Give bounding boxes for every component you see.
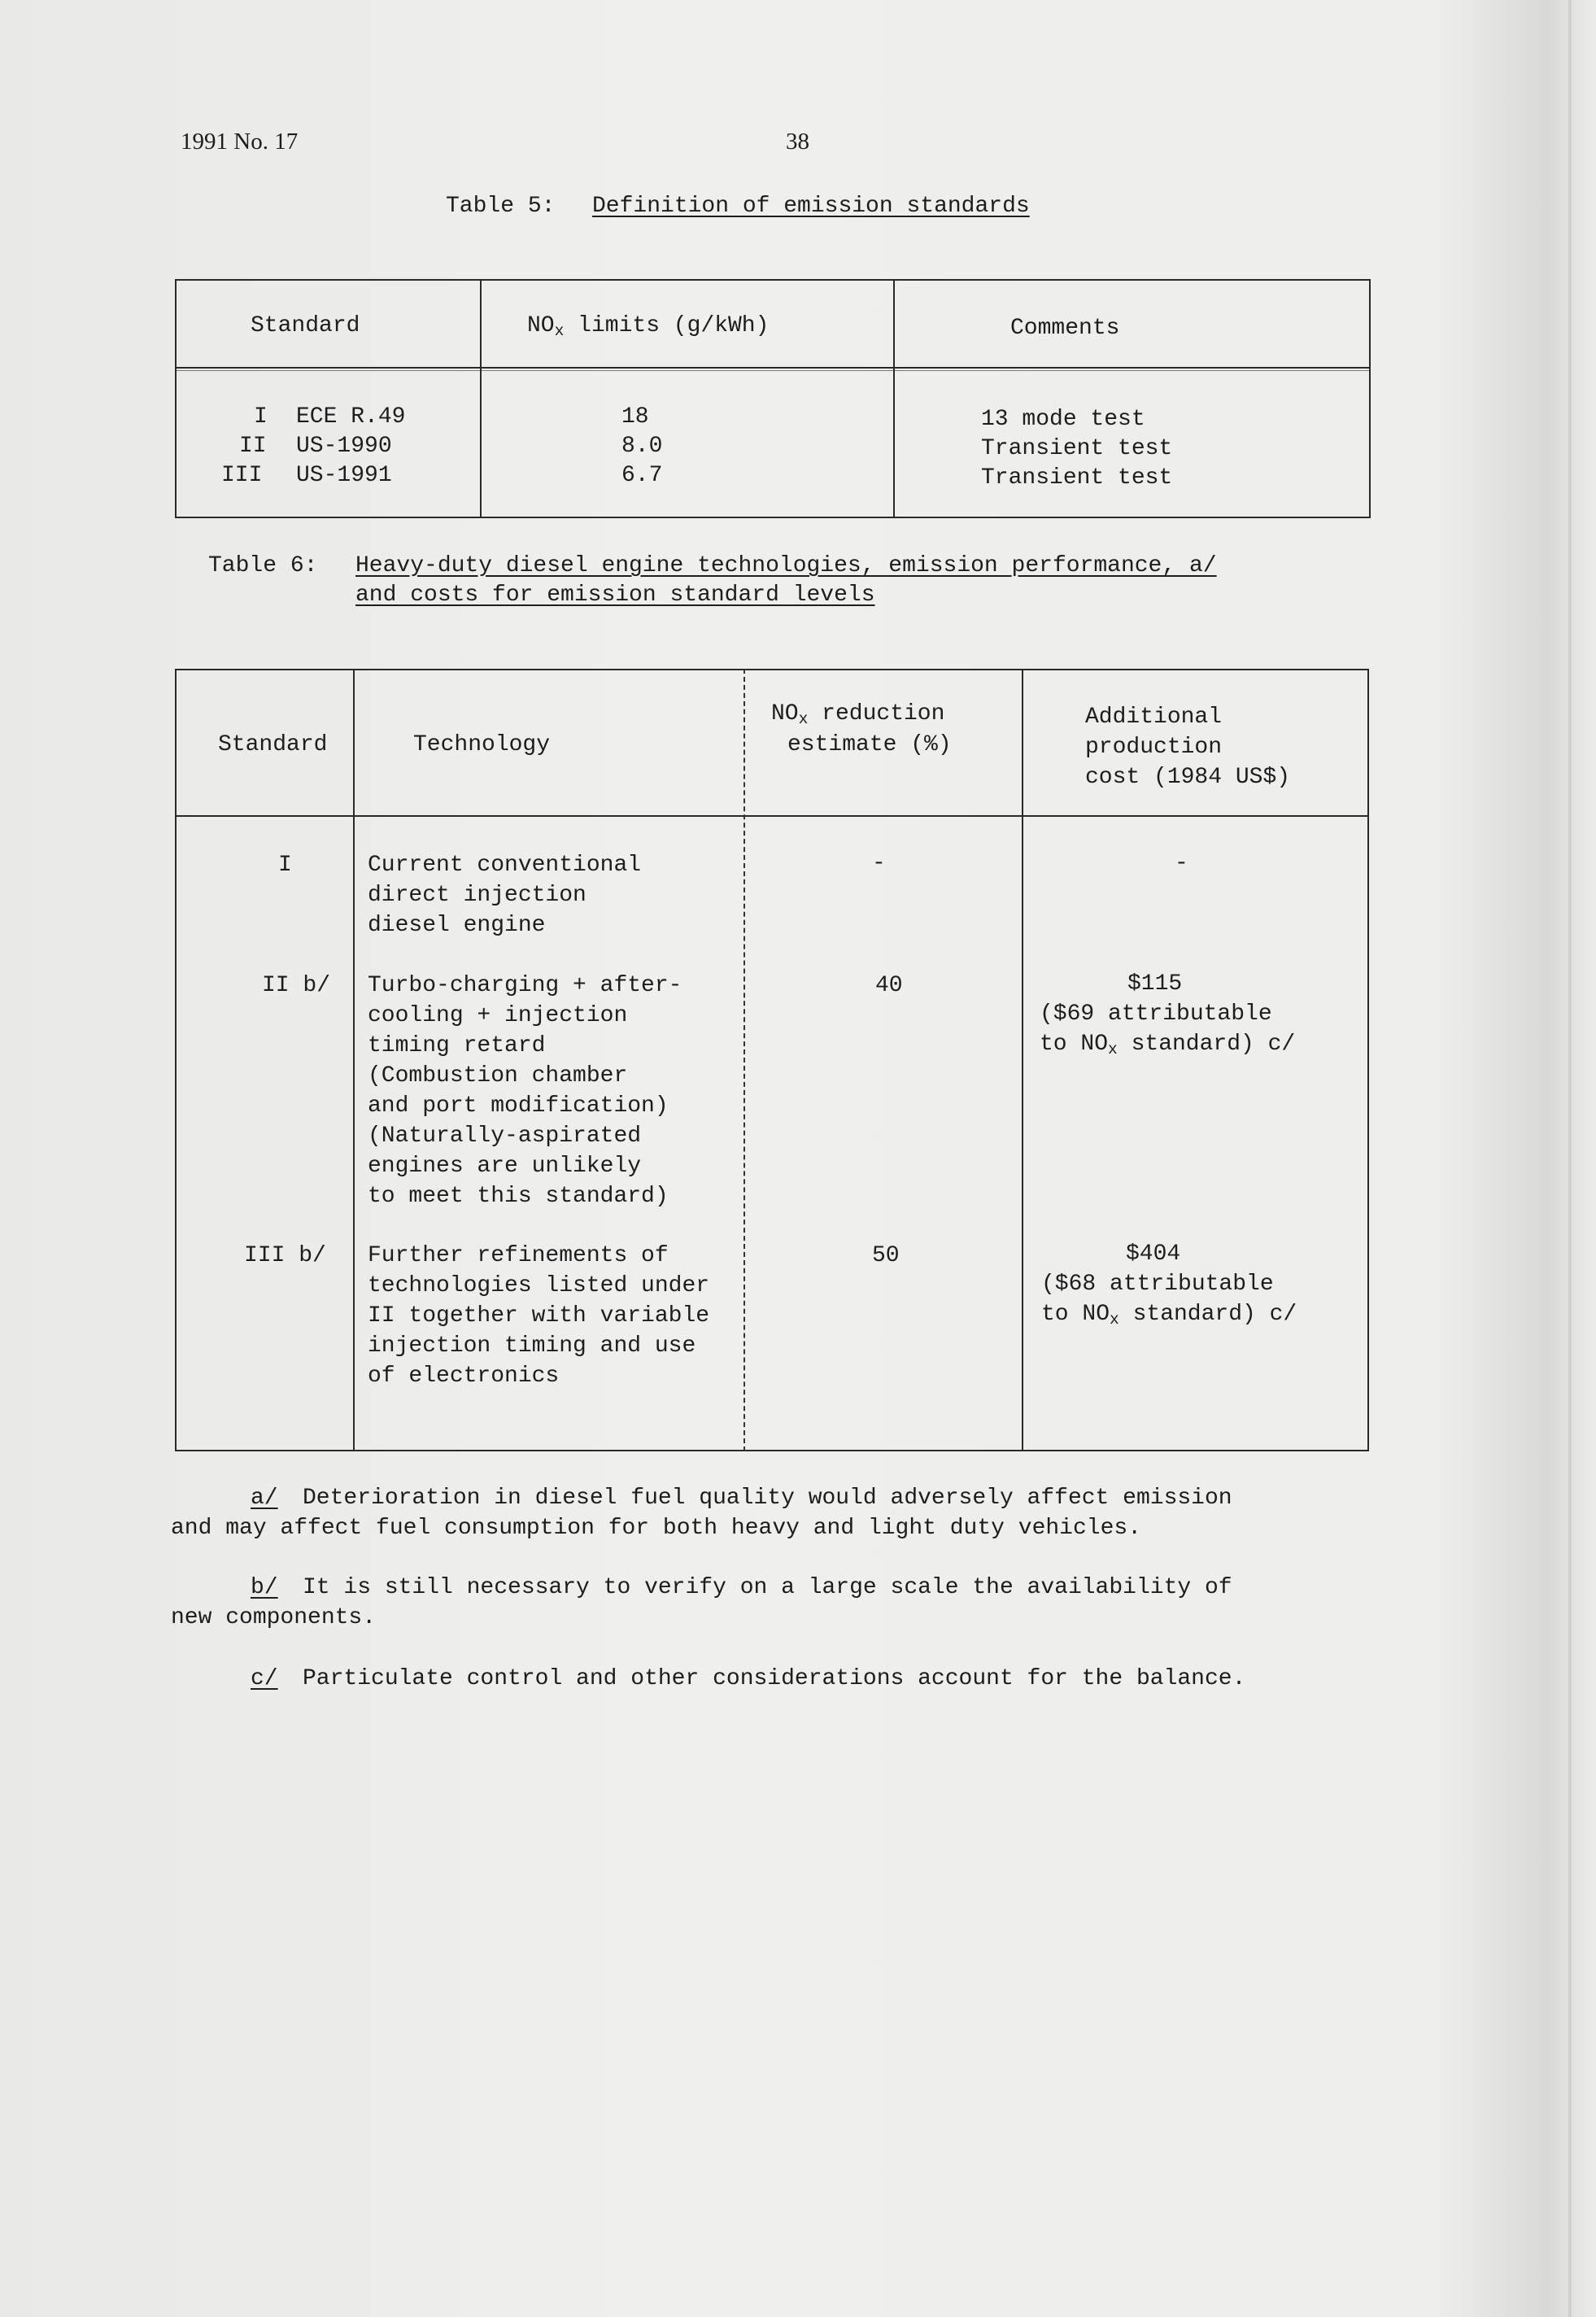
table5-caption-title: Definition of emission standards: [592, 194, 1030, 219]
table6-header-standard: Standard: [218, 732, 328, 757]
table6-row-technology-line: (Naturally-aspirated: [368, 1124, 642, 1149]
table6-row-cost: $115: [1127, 971, 1183, 997]
footnote-text: and may affect fuel consumption for both heavy and light duty vehicles.: [171, 1516, 1141, 1541]
table6-row-standard: III b/: [244, 1243, 326, 1268]
table6-caption-line1: Heavy-duty diesel engine technologies, emission performance, a/: [355, 553, 1217, 578]
table6-row-reduction: -: [872, 851, 886, 876]
table5-standard-code: US-1991: [296, 463, 392, 488]
table6-row-standard: II b/: [262, 973, 331, 998]
table6-header-nox-estimate: estimate (%): [787, 732, 952, 757]
table5-standard-number: III: [221, 463, 263, 488]
table6-row-technology-line: Current conventional: [368, 853, 642, 878]
table6-row-technology-line: Turbo-charging + after-: [368, 973, 682, 998]
footnote-text: new components.: [171, 1605, 377, 1630]
table6-row-technology-line: (Combustion chamber: [368, 1063, 628, 1089]
table6-row-technology-line: timing retard: [368, 1033, 546, 1058]
table5-comment: Transient test: [981, 465, 1173, 491]
table5-comment: Transient test: [981, 436, 1173, 461]
table6-row-technology-line: and port modification): [368, 1093, 669, 1119]
table5-standard-number: I: [254, 404, 268, 430]
table6-row-technology-line: direct injection: [368, 883, 587, 908]
table5-nox-limit: 8.0: [621, 434, 663, 459]
table5-header-comments: Comments: [1010, 316, 1120, 341]
table5-header-standard: Standard: [251, 313, 360, 338]
table6-header-cost-line3: cost (1984 US$): [1085, 765, 1291, 790]
footnote-marker: a/: [251, 1486, 278, 1511]
table6-row-reduction: 50: [872, 1243, 900, 1268]
table6-row-cost: $404: [1126, 1241, 1181, 1267]
table5-nox-limit: 6.7: [621, 463, 663, 488]
table6-header-cost-line1: Additional: [1085, 705, 1223, 730]
table6-row-technology-line: II together with variable: [368, 1303, 710, 1329]
table6-row-technology-line: injection timing and use: [368, 1333, 696, 1359]
table6-caption-label: Table 6:: [208, 553, 318, 578]
table6-header-technology: Technology: [413, 732, 551, 757]
table5-nox-limit: 18: [621, 404, 649, 430]
table6-row-technology-line: engines are unlikely: [368, 1154, 642, 1179]
table6-row-cost-note: to $NO_x$ standard) c/: [1041, 1302, 1297, 1329]
page-edge-shadow: [1568, 0, 1572, 2317]
table6-row-technology-line: cooling + injection: [368, 1003, 628, 1028]
table5-standard-code: US-1990: [296, 434, 392, 459]
table6-row-technology-line: technologies listed under: [368, 1273, 710, 1298]
table5-standard-number: II: [239, 434, 267, 459]
table6-row-technology-line: diesel engine: [368, 913, 546, 938]
table6-row-technology-line: of electronics: [368, 1364, 560, 1389]
footnote-text: Deterioration in diesel fuel quality would adversely affect emission: [303, 1486, 1232, 1511]
footnote-text: Particulate control and other considerations account for the balance.: [303, 1666, 1246, 1691]
table6-header-nox-reduction: $NO_x$ reduction: [771, 701, 945, 728]
footnote-marker: c/: [251, 1666, 278, 1691]
table6-header-cost-line2: production: [1085, 735, 1223, 760]
table6-row-reduction: 40: [875, 973, 903, 998]
table6-row-technology-line: to meet this standard): [368, 1184, 669, 1209]
page-number: 38: [786, 129, 809, 155]
document-reference: 1991 No. 17: [181, 129, 299, 155]
table6-row-standard: I: [278, 853, 292, 878]
table6-caption-line2: and costs for emission standard levels: [355, 583, 875, 608]
footnote-text: It is still necessary to verify on a large scale the availability of: [303, 1575, 1232, 1600]
table5-caption-label: Table 5:: [446, 194, 556, 219]
table5-standard-code: ECE R.49: [296, 404, 406, 430]
footnote-marker: b/: [251, 1575, 278, 1600]
table6-row-cost: -: [1175, 851, 1188, 876]
table6-row-cost-note: ($68 attributable: [1041, 1272, 1274, 1297]
table6-row-cost-note: ($69 attributable: [1040, 1001, 1272, 1027]
table5-header-nox-limits: $NO_x$ limits (g/kWh): [527, 313, 770, 340]
table5-comment: 13 mode test: [981, 407, 1145, 432]
table6-row-technology-line: Further refinements of: [368, 1243, 669, 1268]
table6-row-cost-note: to $NO_x$ standard) c/: [1040, 1032, 1296, 1058]
